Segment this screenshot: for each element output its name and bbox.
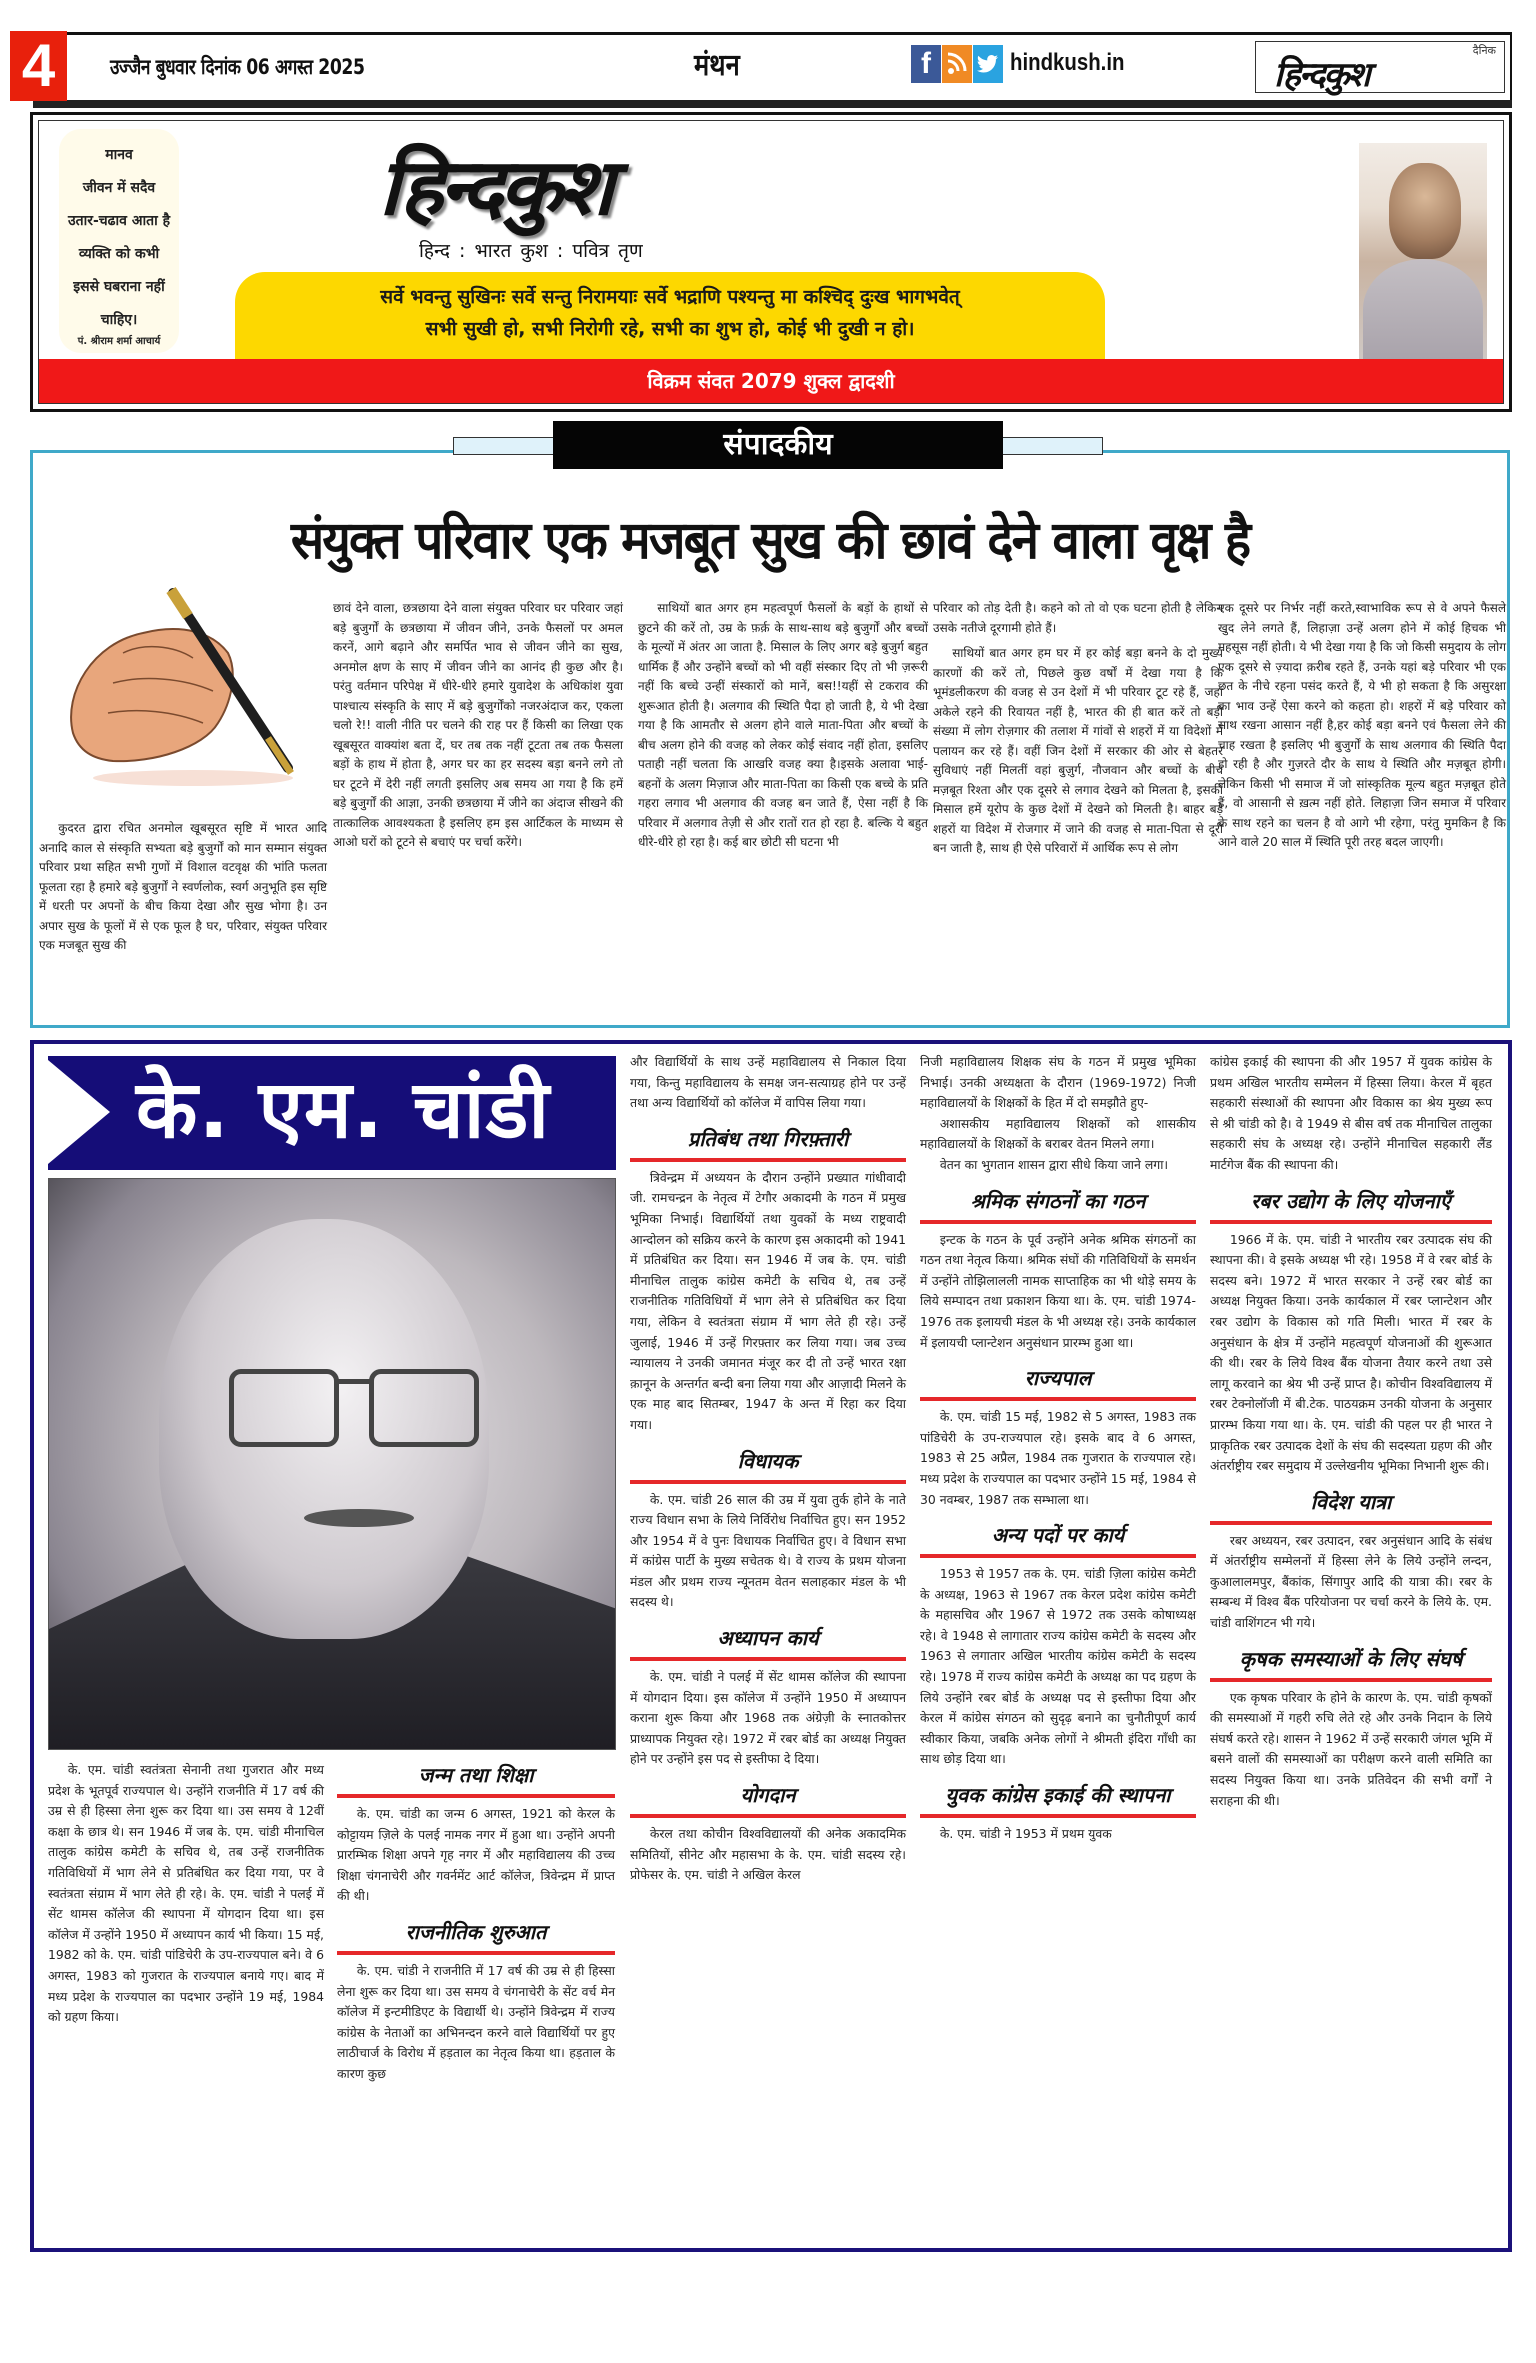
photo-glasses-bridge [337,1379,371,1384]
bio-column-1 [48,1760,324,2028]
editorial-column-3 [638,599,928,853]
editorial-tab [453,427,1103,463]
bio-paragraph: के. एम. चांडी ने 1953 में प्रथम युवक [939,1826,1112,1842]
facebook-icon[interactable] [911,45,941,83]
hand-pen-illustration [53,583,343,793]
subheading: अन्य पदों पर कार्य [920,1520,1196,1558]
bio-paragraph: रबर अध्ययन, रबर उत्पादन, रबर अनुसंधान आदि के संबंध में अंतर्राष्ट्रीय सम्मेलनों में हिस्सा लेने के लिये उन्होंने लन्दन, कुआलालमपुर, बैंकांक, सिंगापुर आदि की यात्रा की। रबर के सम्बन्ध में विश्व बैंक परियोजना पर चर्चा करने के लिये के. एम. चांडी वाशिंगटन भी गये। [1210,1532,1492,1631]
bio-portrait-photo [48,1178,616,1750]
editorial-headline: संयुक्त परिवार एक मजबूत सुख की छावं देने वाला वृक्ष है [290,511,1250,571]
bio-paragraph: के. एम. चांडी 15 मई, 1982 से 5 अगस्त, 1983 तक पांडिचेरी के उप-राज्यपाल रहे। इसके बाद वे 6 अगस्त, 1983 से 25 अप्रैल, 1984 तक गुजरात के राज्यपाल रहे। मध्य प्रदेश के राज्यपाल का पदभार उन्होंने 15 मई, 1984 से 30 नवम्बर, 1987 तक सम्भाला था। [920,1409,1196,1507]
newspaper-logo: हिन्दकुश [378,143,610,233]
header-shadow-rule [33,100,1512,108]
subheading: योगदान [630,1780,906,1818]
bio-paragraph: के. एम. चांडी ने राजनीति में 17 वर्ष की उम्र से ही हिस्सा लेना शुरू कर दिया था। उस समय वे चंगनाचेरी के सेंट वर्च मेन कॉलेज में इन्टमीडिएट के विद्यार्थी थे। उन्होंने त्रिवेन्द्रम में राज्य कांग्रेस के नेताओं का अभिनन्दन करने वाले विद्यार्थियों पर हुए लाठीचार्ज के विरोध में हड़ताल का नेतृत्व किया था। हड़ताल के कारण कुछ [337,1962,615,2081]
quote-box [59,129,179,353]
subheading: अध्यापन कार्य [630,1623,906,1661]
quote-author: पं. श्रीराम शर्मा आचार्य [77,336,161,347]
play-arrow-icon [48,1060,110,1164]
subheading: कृषक समस्याओं के लिए संघर्ष [1210,1644,1492,1682]
editorial-label: संपादकीय [553,421,1003,469]
rss-glyph [947,52,967,76]
editorial-paragraph: साथियों बात अगर हम घर में हर कोई बड़ा बनने के दो मुख्य कारणों की करें तो, पिछले कुछ वर्षों में देखा गया है कि भूमंडलीकरण की वजह से उन देशों में भी परिवार टूट रहे हैं, जहां अकेले रहने की रिवायत नहीं है, भारत की ही बात करें तो बड़ी संख्या में लोग रोज़गार की तलाश में गांवों से शहरों में या विदेशों में पलायन कर रहे हैं। वहीं जिन देशों में सरकार की ओर से बेहतर सुविधाएं नहीं मिलतीं वहां बुज़ुर्ग, नौजवान और बच्चों के बीच मज़बूत रिश्ता और एक दूसरे से लगाव देखने को मिलता है, इसकी मिसाल हमें यूरोप के कुछ देशों में देखने को मिलती है। बाहर बड़े शहरों या विदेश में रोजगार में जाने की वजह से माता-पिता से दूरी बन जाती है, साथ ही ऐसे परिवारों में आर्थिक रूप से लोग [933,646,1223,855]
bio-column-3 [630,1052,906,1886]
newspaper-mini-logo [1255,41,1505,93]
bio-paragraph: निजी महाविद्यालय शिक्षक संघ के गठन में प्रमुख भूमिका निभाई। उनकी अध्यक्षता के दौरान (1969-1972) निजी महाविद्यालयों के शिक्षकों के हित में दो समझौते हुए- [920,1054,1196,1111]
subheading: जन्म तथा शिक्षा [337,1760,615,1798]
quote-line: जीवन में सदैव [82,180,156,196]
logo-meaning: हिन्द : भारत कुश : पवित्र तृण [419,240,643,262]
subheading: श्रमिक संगठनों का गठन [920,1186,1196,1224]
bio-column-4 [920,1052,1196,1845]
quote-line: उतार-चढाव आता है [67,213,171,229]
quote-line: मानव [105,147,133,163]
photo-moustache [304,1509,414,1527]
editorial-paragraph: छावं देने वाला, छत्रछाया देने वाला संयुक्त परिवार घर परिवार जहां बड़े बुजुर्गों के छत्रछाया में जीवन जीने, उनके फैसलों पर अमल करनें, आगे बढ़ाने और समर्पित भाव से जीवन जीने का सुख, अनमोल क्षण के साए में जीवन जीने का आनंद ही कुछ और है। परंतु वर्तमान परिपेक्ष में धीरे-धीरे हमारे युवादेश के अधिकांश युवा पाश्चात्य संस्कृति के साए में बड़े बुजुर्गोंको नजरअंदाज कर, एकला चलो रे!! वाली नीति पर चलने की राह पर हैं किसी का लिखा एक खूबसूरत वाक्यांश बता दें, घर तब तक नहीं टूटता तब तक फैसला बड़ों के हाथ में होता है, अगर घर का हर सदस्य बड़ा बनने लगे तो घर टूटने में देरी नहीं लगती इसलिए अब समय आ गया है कि हमें बड़े बुजुर्गों की आज्ञा, उनकी छत्रछाया में जीने का अंदाज सीखने की तात्कालिक आवश्यकता है इसलिए हम इस आर्टिकल के माध्यम से आओ घरों को टूटने से बचाएं पर चर्चा करेंगे। [333,601,623,849]
bio-column-2 [337,1760,615,2085]
photo-glasses-left [229,1369,339,1447]
editorial-paragraph: परिवार को तोड़ देती है। कहने को तो वो एक घटना होती है लेकिन उसके नतीजे दूरगामी होते हैं। [933,601,1223,635]
editorial-column-5 [1218,599,1506,853]
portrait-shirt [1363,259,1483,359]
mantra-hindi: सभी सुखी हो, सभी निरोगी रहे, सभी का शुभ हो, कोई भी दुखी न हो। [425,318,915,340]
bio-name-banner [48,1056,616,1170]
subheading: युवक कांग्रेस इकाई की स्थापना [920,1780,1196,1818]
bio-paragraph: कांग्रेस इकाई की स्थापना की और 1957 में युवक कांग्रेस के प्रथम अखिल भारतीय सम्मेलन में हिस्सा लिया। केरल में बृहत सहकारी संस्थाओं की स्थापना और विकास का श्रेय मुख्य रूप से श्री चांडी को है। वे 1949 से बीस वर्ष तक मीनाचिल तालुका सहकारी संघ के अध्यक्ष रहे। उन्होंने मीनाचिल सहकारी लैंड मार्टगेज बैंक की स्थापना की। [1210,1054,1492,1172]
page-number: 4 [10,31,67,101]
subheading: प्रतिबंध तथा गिरफ़्तारी [630,1124,906,1162]
founder-portrait [1359,143,1487,359]
bio-paragraph: वेतन का भुगतान शासन द्वारा सीधे किया जाने लगा। [939,1156,1169,1172]
bio-paragraph: एक कृषक परिवार के होने के कारण के. एम. चांडी कृषकों की समस्याओं में गहरी रुचि लेते रहे और उनके निदान के लिये संघर्ष करते रहे। शासन ने 1962 में उन्हें सरकारी जंगल भूमि में बसने वालों की समस्याओं का परीक्षण करने वाली समिति का सदस्य नियुक्त किया था। उनके प्रतिवेदन की सभी वर्गों ने सराहना की थी। [1210,1689,1492,1808]
portrait-head [1389,163,1461,259]
mantra-sanskrit: सर्वे भवन्तु सुखिनः सर्वे सन्तु निरामयाः सर्वे भद्राणि पश्यन्तु मा कश्चिद् दुःख भागभवेत् [380,286,960,308]
subheading: राज्यपाल [920,1363,1196,1401]
bio-paragraph: इन्टक के गठन के पूर्व उन्होंने अनेक श्रमिक संगठनों का गठन तथा नेतृत्व किया। श्रमिक संघों की गतिविधियों के समर्थन में उन्होंने तोझिलालली नामक साप्ताहिक का भी थोड़े समय के लिये सम्पादन तथा प्रकाशन किया था। के. एम. चांडी 1974-1976 तक इलायची मंडल के भी अध्यक्ष रहे। उनके कार्यकाल में इलायची प्लान्टेशन अनुसंधान प्रारम्भ हुआ था। [920,1231,1196,1350]
masthead [30,112,1512,412]
subheading: रबर उद्योग के लिए योजनाएँ [1210,1186,1492,1224]
quote-line: चाहिए। [100,312,138,328]
rss-icon[interactable] [942,45,972,83]
subheading: राजनीतिक शुरुआत [337,1917,615,1955]
bio-paragraph: अशासकीय महाविद्यालय शिक्षकों को शासकीय महाविद्यालयों के शिक्षकों के बराबर वेतन मिलने लगा। [920,1115,1196,1152]
bio-paragraph: के. एम. चांडी 26 साल की उम्र में युवा तुर्क होने के नाते राज्य विधान सभा के लिये निर्विरोध निर्वाचित हुए। सन 1952 और 1954 में वे पुनः विधायक निर्वाचित हुए। वे विधान सभा में कांग्रेस पार्टी के मुख्य सचेतक थे। वे राज्य के प्रथम योजना मंडल और प्रथम राज्य न्यूनतम वेतन सलाहकार मंडल के भी सदस्य थे। [630,1491,906,1610]
photo-glasses-right [369,1369,479,1447]
masthead-inner-frame [38,120,1504,404]
facebook-letter: f [921,47,931,80]
biography-section [30,1040,1512,2252]
website-link[interactable]: hindkush.in [1010,49,1125,76]
editorial-paragraph: साथियों बात अगर हम महत्वपूर्ण फैसलों के बड़ों के हाथों से छुटने की करें तो, उम्र के फ़र्क़ के साथ-साथ बड़े बुजुर्गों और बच्चों के मूल्यों में अंतर आ जाता है. मिसाल के लिए अगर बड़े बुजुर्ग बहुत धार्मिक हैं और उन्होंने बच्चों को भी वहीं संस्कार दिए तो भी ज़रूरी नहीं कि बच्चे उन्हीं संस्कारों को मानें, बस!!यहीं से टकराव की शुरूआत होती है। अलगाव की स्थिति पैदा हो जाती है, ये भी देखा गया है कि आमतौर से अलग होने वाले माता-पिता और बच्चों के बीच अलग होने की वजह को लेकर कोई संवाद नहीं होता, इसलिए पताही नहीं चलता कि आखरि वजह क्या है।इसके अलावा भाई-बहनों के अलग मिज़ाज और माता-पिता का किसी एक बच्चे के प्रति गहरा लगाव भी अलगाव की वजह बन जाते हैं, ऐसा नहीं है कि परिवार में अलगाव तेज़ी से और रातों रात हो रहा है. बल्कि ये बहुत धीरे-धीरे हो रहा है। कई बार छोटी सी घटना भी [638,601,928,849]
twitter-bird-glyph [977,54,999,74]
mini-logo-label: दैनिक [1472,44,1496,57]
section-title: मंथन [694,48,740,83]
vikram-samvat-bar: विक्रम संवत 2079 शुक्ल द्वादशी [39,359,1503,403]
editorial-column-2 [333,599,623,853]
bio-paragraph: केरल तथा कोचीन विश्वविद्यालयों की अनेक अकादमिक समितियों, सीनेट और महासभा के के. एम. चांडी सदस्य रहे। प्रोफेसर के. एम. चांडी ने अखिल केरल [630,1826,906,1883]
subheading: विधायक [630,1446,906,1484]
twitter-icon[interactable] [973,45,1003,83]
editorial-column-4 [933,599,1223,859]
editorial-column-1 [39,819,327,956]
bio-paragraph: के. एम. चांडी का जन्म 6 अगस्त, 1921 को केरल के कोट्टायम ज़िले के पलई नामक नगर में हुआ था। उन्होंने अपनी प्रारम्भिक शिक्षा अपने गृह नगर में और महाविद्यालय की उच्च शिक्षा चंगनाचेरी और गवर्नमेंट आर्ट कॉलेज, त्रिवेन्द्रम में प्राप्त की थी। [337,1806,615,1904]
bio-name: के. एम. चांडी [136,1063,551,1156]
editorial-paragraph: एक दूसरे पर निर्भर नहीं करते,स्वाभाविक रूप से वे अपने फैसले खुद लेने लगते हैं, लिहाज़ा उन्हें अलग होने में कोई हिचक भी महसूस नहीं होती। ये भी देखा गया है कि जो किसी समुदाय के लोग एक दूसरे से ज़्यादा क़रीब रहते हैं, उनके यहां बड़े परिवार भी एक छत के नीचे रहना पसंद करते हैं, ये भी हो सकता है कि असुरक्षा का भाव उन्हें ऐसा करने को कहता हो। शहरों में बड़े परिवार को साथ रखना आसान नहीं है,हर कोई बड़ा बनने एवं फैसला लेने की चाह रखता है इसलिए भी बुजुर्गों के साथ अलगाव की स्थिति पैदा हो रही है और गुज़रते दौर के साथ ये स्थिति और मज़बूत होगी। लेकिन किसी भी समाज में जो सांस्कृतिक मूल्य बहुत मज़बूत होते हैं, वो आसानी से ख़त्म नहीं होते. लिहाज़ा जिन समाज में परिवार के साथ रहने का चलन है वो आगे भी रहेगा, परंतु मुमकिन है कि आने वाले 20 साल में स्थिति पूरी तरह बदल जाएगी। [1218,601,1506,849]
bio-paragraph: 1966 में के. एम. चांडी ने भारतीय रबर उत्पादक संघ की स्थापना की। वे इसके अध्यक्ष भी रहे। 1958 में वे रबर बोर्ड के सदस्य बने। 1972 में भारत सरकार ने उन्हें रबर बोर्ड का अध्यक्ष नियुक्त किया। उनके कार्यकाल में रबर प्लान्टेशन और रबर उद्योग के विकास को गति मिली। भारत में रबर के अनुसंधान के क्षेत्र में उन्होंने महत्वपूर्ण योजनाओं की शुरूआत की थी। रबर के लिये विश्व बैंक योजना तैयार करने तथा उसे लागू करवाने का श्रेय भी उन्हें प्राप्त है। कोचीन विश्वविद्यालय में रबर टेक्नोलॉजी में बी.टेक. पाठयक्रम उनकी योजना के अनुसार प्रारम्भ किया गया था। के. एम. चांडी की पहल पर ही भारत ने प्राकृतिक रबर उत्पादक देशों के संघ की सदस्यता ग्रहण की और अंतर्राष्ट्रीय रबर समुदाय में उल्लेखनीय भूमिका निभानी शुरू की। [1210,1231,1492,1474]
quote-line: इससे घबराना नहीं [73,279,165,295]
bio-paragraph: त्रिवेन्द्रम में अध्ययन के दौरान उन्होंने प्रख्यात गांधीवादी जी. रामचन्द्रन के नेतृत्व में टेगौर अकादमी के गठन में प्रमुख भूमिका निभाई। विद्यार्थियों तथा युवकों के मध्य राष्ट्रवादी आन्दोलन को सक्रिय करने के कारण इस अकादमी को 1941 में प्रतिबंधित कर दिया। सन 1946 में जब के. एम. चांडी मीनाचिल तालुक कांग्रेस कमेटी के सचिव थे, तब उन्हें राजनीतिक गतिविधियों में भाग लेने से प्रतिबंधित कर दिया गया, लेकिन वे स्वतंत्रता संग्राम में भाग लेते ही रहे। उन्हें जुलाई, 1946 में उन्हें गिरफ़्तार कर लिया गया। जब उच्च न्यायालय ने उनकी जमानत मंजूर कर दी तो उन्हें भारत रक्षा क़ानून के अन्तर्गत बन्दी बना लिया गया और आज़ादी मिलने के एक माह बाद सितम्बर, 1947 के अन्त में रिहा कर दिया गया। [630,1169,906,1432]
bio-intro: के. एम. चांडी स्वतंत्रता सेनानी तथा गुजरात और मध्य प्रदेश के भूतपूर्व राज्यपाल थे। उन्होंने राजनीति में 17 वर्ष की उम्र से ही हिस्सा लेना शुरू कर दिया था। उस समय वे 12वीं कक्षा के छात्र थे। सन 1946 में जब के. एम. चांडी मीनाचिल तालुक कांग्रेस कमेटी के सचिव थे, तब उन्हें राजनीतिक गतिविधियों में भाग लेने से प्रतिबंधित कर दिया गया, पर वे स्वतंत्रता संग्राम में भाग लेते ही रहे। के. एम. चांडी ने पलई में सेंट थामस कॉलेज की स्थापना में योगदान दिया था। इस कॉलेज में उन्होंने 1950 में अध्यापन कार्य भी किया। 15 मई, 1982 को के. एम. चांडी पांडिचेरी के उप-राज्यपाल बने। वे 6 अगस्त, 1983 को गुजरात के राज्यपाल बनाये गए। बाद में मध्य प्रदेश के राज्यपाल का पदभार उन्होंने 19 मई, 1984 को ग्रहण किया। [48,1762,324,2025]
mantra-banner [235,272,1105,365]
dateline: उज्जैन बुधवार दिनांक 06 अगस्त 2025 [110,55,365,79]
bio-paragraph: 1953 से 1957 तक के. एम. चांडी ज़िला कांग्रेस कमेटी के अध्यक्ष, 1963 से 1967 तक केरल प्रदेश कांग्रेस कमेटी के महासचिव और 1967 से 1972 तक उसके कोषाध्यक्ष रहे। वे 1948 से लागातार राज्य कांग्रेस कमेटी के सदस्य और 1963 से लगातार अखिल भारतीय कांग्रेस कमेटी के सदस्य रहे। 1978 में राज्य कांग्रेस कमेटी के अध्यक्ष का पद ग्रहण के लिये उन्होंने रबर बोर्ड के अध्यक्ष पद से इस्तीफा दिया और केरल में कांग्रेस संगठन को सुदृढ़ बनाने का चुनौतीपूर्ण कार्य स्वीकार किया, जबकि अनेक लोगों ने श्रीमती इंदिरा गाँधी का साथ छोड़ दिया था। [920,1566,1196,1767]
bio-paragraph: के. एम. चांडी ने पलई में सेंट थामस कॉलेज की स्थापना में योगदान दिया। इस कॉलेज में उन्होंने 1950 में अध्यापन कराना शुरू किया और 1968 तक अंग्रेज़ी के स्नातकोत्तर प्राध्यापक नियुक्त रहे। 1972 में रबर बोर्ड का अध्यक्ष नियुक्त होने पर उन्होंने इस पद से इस्तीफा दे दिया। [630,1669,906,1767]
editorial-paragraph: कुदरत द्वारा रचित अनमोल खूबसूरत सृष्टि में भारत आदि अनादि काल से संस्कृति सभ्यता बड़े बुजुर्गों को मान सम्मान संयुक्त परिवार प्रथा सहित सभी गुणों में विशाल वटवृक्ष की भांति फलता फूलता रहा है हमारे बड़े बुजुर्गों ने स्वर्णलोक, स्वर्ग अनुभूति इस सृष्टि में धरती पर अपनों के बीच किया देखा और सुख भोगा है। उन अपार सुख के फूलों में से एक फूल है घर, परिवार, संयुक्त परिवार एक मजबूत सुख की [39,821,327,952]
bio-column-5 [1210,1052,1492,1811]
page-header-bar [21,32,1512,100]
mini-logo-name: हिन्दकुश [1274,55,1369,95]
bio-paragraph: और विद्यार्थियों के साथ उन्हें महाविद्यालय से निकाल दिया गया, किन्तु महाविद्यालय के समक्ष जन-सत्याग्रह होने पर उन्हें तथा अन्य विद्यार्थियों को कॉलेज में वापिस लिया गया। [630,1054,906,1111]
editorial-section [30,427,1510,1028]
subheading: विदेश यात्रा [1210,1487,1492,1525]
quote-line: व्यक्ति को कभी [78,246,160,262]
